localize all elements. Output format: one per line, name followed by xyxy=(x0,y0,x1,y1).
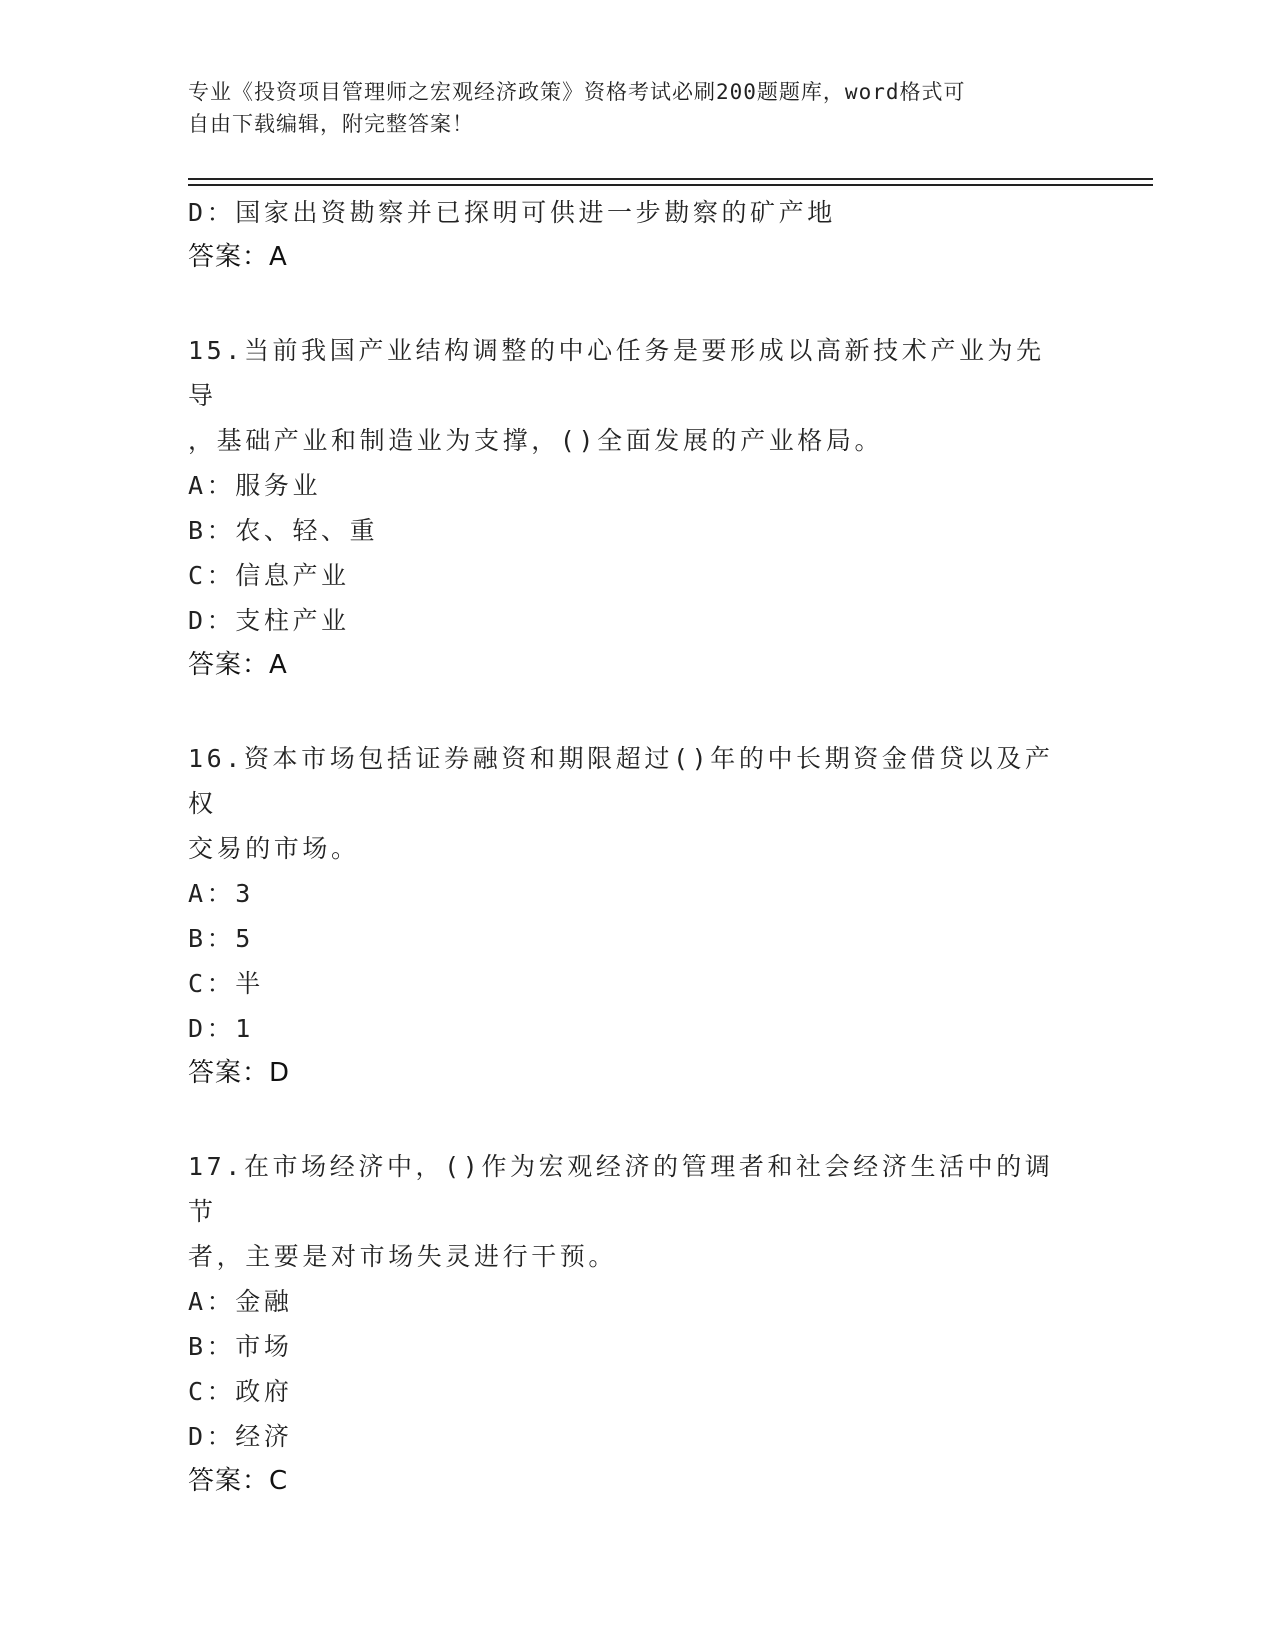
header-title-line2: 自由下载编辑，附完整答案！ xyxy=(188,112,474,136)
option-a: A：3 xyxy=(188,879,254,908)
question-gap xyxy=(188,688,1088,736)
question-15 xyxy=(188,328,1088,688)
question-stem xyxy=(188,328,1068,463)
option-d: D：国家出资勘察并已探明可供进一步勘察的矿产地 xyxy=(188,198,836,227)
option-d: D：支柱产业 xyxy=(188,606,350,635)
question-gap xyxy=(188,280,1088,328)
option-c: C：半 xyxy=(188,969,264,998)
header-divider-bottom xyxy=(188,184,1153,186)
question-stem-line2: ，基础产业和制造业为支撑，()全面发展的产业格局。 xyxy=(188,426,884,455)
option-b: B：市场 xyxy=(188,1332,293,1361)
answer-line: 答案：A xyxy=(188,242,288,272)
question-content xyxy=(188,190,1088,1504)
question-stem-line1: 16.资本市场包括证券融资和期限超过()年的中长期资金借贷以及产权 xyxy=(188,744,1054,818)
header-title-line1: 专业《投资项目管理师之宏观经济政策》资格考试必刷200题题库，word格式可 xyxy=(188,80,966,104)
option-c: C：信息产业 xyxy=(188,561,350,590)
option-d: D：1 xyxy=(188,1014,254,1043)
option-b: B：5 xyxy=(188,924,254,953)
option-c: C：政府 xyxy=(188,1377,293,1406)
option-a: A：服务业 xyxy=(188,471,322,500)
question-gap xyxy=(188,1096,1088,1144)
question-stem xyxy=(188,736,1068,871)
option-b: B：农、轻、重 xyxy=(188,516,379,545)
question-16 xyxy=(188,736,1088,1096)
answer-line: 答案：A xyxy=(188,650,288,680)
question-stem xyxy=(188,1144,1068,1279)
answer-line: 答案：C xyxy=(188,1466,289,1496)
page-header xyxy=(188,76,1068,140)
option-a: A：金融 xyxy=(188,1287,293,1316)
question-stem-line2: 交易的市场。 xyxy=(188,834,360,863)
question-stem-line1: 15.当前我国产业结构调整的中心任务是要形成以高新技术产业为先导 xyxy=(188,336,1045,410)
header-divider-top xyxy=(188,178,1153,180)
answer-line: 答案：D xyxy=(188,1058,291,1088)
question-stem-line2: 者，主要是对市场失灵进行干预。 xyxy=(188,1242,618,1271)
question-stem-line1: 17.在市场经济中，()作为宏观经济的管理者和社会经济生活中的调节 xyxy=(188,1152,1054,1226)
question-17 xyxy=(188,1144,1088,1504)
previous-question-tail xyxy=(188,190,1088,280)
option-d: D：经济 xyxy=(188,1422,293,1451)
